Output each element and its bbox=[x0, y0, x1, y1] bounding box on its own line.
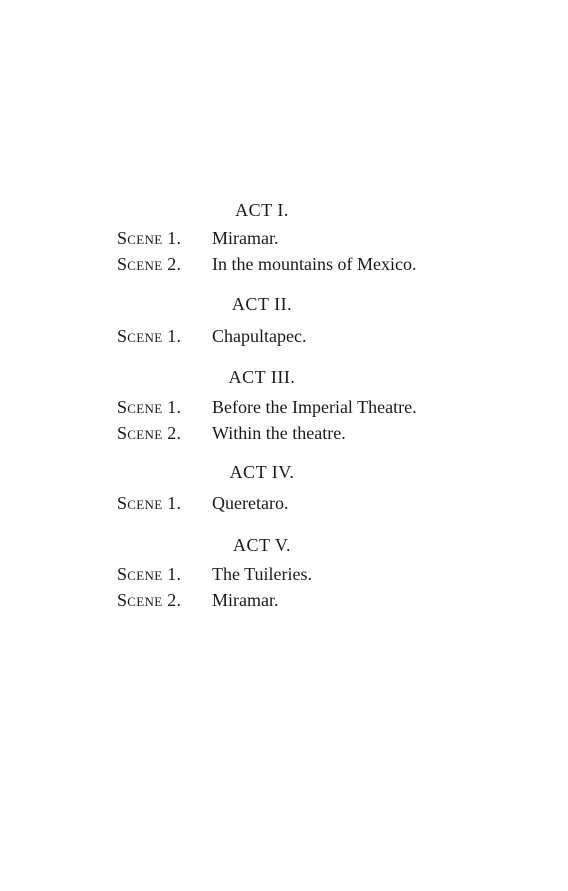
scene-row bbox=[117, 396, 417, 418]
scene-row bbox=[117, 492, 288, 514]
scene-label: Scene 1. bbox=[117, 397, 182, 417]
scene-label: Scene 1. bbox=[117, 564, 182, 584]
scene-label: Scene 1. bbox=[117, 493, 182, 513]
scene-row bbox=[117, 563, 312, 585]
scene-label: Scene 1. bbox=[117, 228, 182, 248]
scene-place: Within the theatre. bbox=[212, 423, 346, 443]
scene-row bbox=[117, 589, 278, 611]
scene-place: Before the Imperial Theatre. bbox=[212, 397, 417, 417]
act-heading: ACT III. bbox=[228, 367, 296, 387]
scene-place: Chapultapec. bbox=[212, 326, 307, 346]
scene-label: Scene 2. bbox=[117, 423, 182, 443]
act-heading: ACT I. bbox=[235, 200, 289, 220]
scene-place: Queretaro. bbox=[212, 493, 289, 513]
scene-row bbox=[117, 253, 416, 275]
scene-place: Miramar. bbox=[212, 590, 279, 610]
scene-row bbox=[117, 325, 306, 347]
scene-place: Miramar. bbox=[212, 228, 279, 248]
scene-label: Scene 2. bbox=[117, 254, 182, 274]
act-heading: ACT V. bbox=[232, 535, 292, 555]
scene-place: In the mountains of Mexico. bbox=[212, 254, 417, 274]
act-heading: ACT IV. bbox=[229, 462, 295, 482]
scene-label: Scene 1. bbox=[117, 326, 182, 346]
scene-row bbox=[117, 422, 346, 444]
scene-label: Scene 2. bbox=[117, 590, 182, 610]
scene-row bbox=[117, 227, 278, 249]
scene-place: The Tuileries. bbox=[212, 564, 313, 584]
act-heading: ACT II. bbox=[231, 294, 293, 314]
